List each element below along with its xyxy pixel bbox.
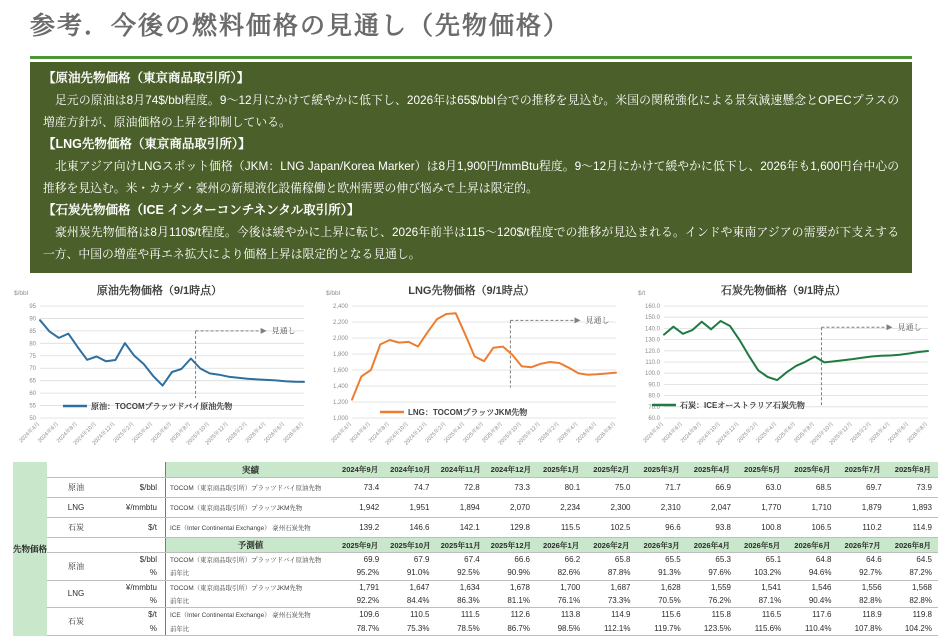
chart-coal: [630, 278, 937, 460]
x-tick-label: 2024年4月: [642, 421, 666, 445]
value-cell: 139.2: [359, 523, 380, 532]
x-tick-label: 2025年2月: [736, 421, 760, 445]
table-subrows: [105, 478, 938, 497]
month-header-cell: 2024年9月: [335, 462, 385, 477]
x-tick-label: 2024年10月: [696, 421, 722, 447]
futures-price-table: [13, 462, 938, 636]
value-cell: 2,300: [610, 503, 631, 512]
table-section-header-row: [47, 538, 938, 553]
series-desc-cell: ICE（Inter Continental Exchange） 豪州石炭先物: [165, 518, 335, 537]
value-cell: 1,894: [459, 503, 480, 512]
value-cell: 1,942: [359, 503, 380, 512]
legend-label: 原油：TOCOMプラッツドバイ原油先物: [91, 401, 233, 411]
x-tick-label: 2026年6月: [575, 421, 599, 445]
value-cell: 66.6: [514, 555, 530, 565]
value-cell: 66.2: [564, 555, 581, 565]
value-cell: 1,568: [911, 582, 932, 592]
x-tick-label: 2024年8月: [55, 421, 80, 445]
value-cell: 73.4: [363, 483, 380, 492]
value-cell: 1,893: [911, 503, 932, 512]
value-cell: 103.2%: [754, 568, 782, 578]
table-subrow: [105, 608, 938, 621]
value-cell: 2,070: [509, 503, 530, 512]
line-chart-svg: [6, 298, 313, 460]
value-cell: 111.5: [460, 610, 480, 620]
value-cell: 87.8%: [607, 568, 631, 578]
table-subrow: [105, 581, 938, 594]
spacer-cell: [105, 462, 165, 477]
table-subrows: [105, 608, 938, 635]
y-tick-label: 140.0: [644, 326, 660, 333]
x-tick-label: 2025年6月: [150, 421, 174, 445]
month-header-cell: 2025年6月: [787, 462, 837, 477]
fuel-name-cell: 石炭: [68, 616, 84, 626]
x-tick-label: 2024年12月: [715, 421, 741, 447]
y-tick-label: 120.0: [644, 348, 660, 355]
value-cell: 1,687: [610, 582, 631, 592]
value-cell: 82.6%: [557, 568, 581, 578]
month-header-cell: 2024年10月: [385, 462, 435, 477]
value-cell: 1,541: [761, 582, 782, 592]
month-header-cell: 2025年12月: [486, 538, 536, 552]
value-cell: 71.7: [665, 483, 681, 492]
fuel-name-cell: 石炭: [68, 523, 84, 532]
value-cell: 2,234: [560, 503, 581, 512]
y-tick-label: 90.0: [648, 382, 660, 389]
y-tick-label: 1,600: [332, 368, 348, 374]
value-cell: 67.4: [464, 555, 480, 565]
value-cell: 87.2%: [909, 568, 932, 578]
x-tick-label: 2026年8月: [594, 421, 618, 445]
table-row: [47, 478, 938, 498]
fuel-name-cell: 原油: [68, 561, 84, 571]
value-cell: 90.9%: [507, 568, 530, 578]
value-cell: 119.8: [912, 610, 932, 620]
value-cell: 70.5%: [658, 596, 681, 606]
value-cell: 115.6: [661, 610, 681, 620]
y-tick-label: 130.0: [644, 337, 660, 344]
x-tick-label: 2024年12月: [91, 421, 117, 447]
value-cell: 73.3%: [607, 596, 631, 606]
value-cell: 65.8: [614, 555, 631, 565]
value-cell: 110.5: [410, 610, 430, 620]
y-tick-label: 150.0: [644, 315, 660, 322]
unit-cell: $/bbl: [139, 555, 157, 565]
x-tick-label: 2024年6月: [349, 421, 373, 445]
value-cell: 129.8: [509, 523, 530, 532]
value-cell: 110.4%: [804, 623, 832, 633]
x-tick-label: 2026年2月: [225, 421, 249, 445]
value-cell: 82.8%: [909, 596, 932, 606]
month-header-cell: 2025年7月: [838, 462, 888, 477]
unit-cell: ¥/mmbtu: [125, 503, 157, 512]
value-cell: 106.5: [811, 523, 832, 532]
infobox-heading: 【LNG先物価格（東京商品取引所）】: [43, 137, 251, 151]
infobox-heading: 【原油先物価格（東京商品取引所）】: [43, 71, 250, 85]
x-tick-label: 2025年12月: [204, 421, 230, 447]
value-cell: 63.0: [765, 483, 782, 492]
x-tick-label: 2026年8月: [282, 421, 306, 445]
value-cell: 64.5: [916, 555, 932, 565]
value-cell: 87.1%: [758, 596, 782, 606]
page-title: 参考．今後の燃料価格の見通し（先物価格）: [30, 12, 571, 40]
spacer-cell: [47, 462, 105, 477]
month-header-cell: 2025年1月: [536, 462, 586, 477]
forecast-label: 見通し: [271, 326, 296, 336]
value-cell: 92.7%: [859, 568, 882, 578]
y-tick-label: 95: [29, 304, 36, 310]
value-cell: 116.5: [761, 610, 782, 620]
y-axis-unit-label: $/t: [638, 290, 646, 297]
unit-cell: $/t: [148, 610, 157, 620]
y-tick-label: 75: [29, 353, 36, 360]
value-cell: 115.8: [711, 610, 731, 620]
title-underline: [30, 56, 912, 59]
table-main: [47, 462, 938, 636]
value-cell: 93.8: [715, 523, 731, 532]
table-subrow: [105, 566, 938, 579]
y-tick-label: 80.0: [648, 393, 660, 400]
x-tick-label: 2025年10月: [497, 421, 524, 447]
value-cell: 104.2%: [904, 623, 932, 633]
y-tick-label: 1,000: [332, 416, 348, 422]
y-tick-label: 65: [29, 378, 36, 385]
value-cell: 64.6: [866, 555, 882, 565]
value-cell: 65.3: [715, 555, 731, 565]
value-cell: 82.8%: [859, 596, 882, 606]
fuel-outlook-infobox: [30, 62, 912, 273]
infobox-body: 北東アジア向けLNGスポット価格（JKM：LNG Japan/Korea Marker）は8月1,900円/mmBtu程度。9～12月にかけて緩やかに低下し、2026年も1,600円台中心の推移を見込む。米・カナダ・豪州の新規液化設備稼働と欧州需要の伸び悩みで上昇は限定的。: [43, 159, 899, 195]
x-tick-label: 2024年4月: [18, 421, 42, 445]
y-axis-unit-label: $/bbl: [326, 290, 341, 297]
unit-cell: %: [149, 623, 157, 633]
y-tick-label: 50: [29, 416, 36, 422]
month-header-cell: 2024年11月: [436, 462, 486, 477]
y-tick-label: 110.0: [645, 360, 660, 366]
value-cell: 112.1%: [603, 623, 631, 633]
fuel-name-cell: LNG: [67, 503, 85, 512]
y-tick-label: 90: [29, 316, 36, 323]
chart-title: 石炭先物価格（9/1時点）: [720, 285, 847, 297]
y-tick-label: 160.0: [644, 304, 660, 310]
value-cell: 1,700: [560, 582, 581, 592]
x-tick-label: 2024年6月: [37, 421, 61, 445]
value-cell: 113.8: [560, 610, 581, 620]
value-cell: 1,710: [811, 503, 832, 512]
series-desc-cell: 前年比: [165, 621, 335, 634]
value-cell: 76.2%: [708, 596, 731, 606]
value-cell: 107.8%: [854, 623, 882, 633]
x-tick-label: 2025年4月: [755, 421, 779, 445]
value-cell: 69.9: [363, 555, 380, 565]
y-tick-label: 55: [29, 403, 36, 410]
month-header-cell: 2026年6月: [787, 538, 837, 552]
forecast-label: 見通し: [897, 322, 922, 332]
legend-label: LNG：TOCOMプラッツJKM先物: [408, 407, 528, 417]
value-cell: 1,559: [710, 582, 731, 592]
table-subrow: [105, 594, 938, 607]
unit-cell: $/t: [148, 523, 157, 532]
y-tick-label: 1,200: [332, 400, 348, 406]
value-cell: 94.6%: [808, 568, 832, 578]
y-tick-label: 2,200: [332, 320, 348, 326]
month-header-cell: 2026年4月: [687, 538, 737, 552]
x-tick-label: 2025年2月: [112, 421, 136, 445]
table-section-header-row: [47, 462, 938, 478]
x-tick-label: 2026年6月: [887, 421, 911, 445]
table-row: [47, 608, 938, 636]
month-header-cell: 2026年2月: [586, 538, 636, 552]
table-subrow: [105, 621, 938, 634]
month-header-cell: 2025年11月: [436, 538, 486, 552]
month-header-cell: 2025年3月: [637, 462, 687, 477]
x-tick-label: 2026年2月: [849, 421, 873, 445]
x-tick-label: 2024年4月: [330, 421, 354, 445]
table-row: [47, 518, 938, 538]
value-cell: 97.6%: [708, 568, 731, 578]
value-cell: 146.6: [409, 523, 430, 532]
value-cell: 78.7%: [356, 623, 380, 633]
value-cell: 115.6%: [754, 623, 782, 633]
x-tick-label: 2025年10月: [185, 421, 212, 447]
value-cell: 91.0%: [406, 568, 430, 578]
value-cell: 65.5: [665, 555, 681, 565]
y-tick-label: 70.0: [648, 404, 660, 411]
x-tick-label: 2026年6月: [263, 421, 287, 445]
x-tick-label: 2025年12月: [516, 421, 542, 447]
value-cell: 72.8: [464, 483, 480, 492]
spacer-cell: [47, 538, 105, 552]
value-cell: 98.5%: [557, 623, 581, 633]
table-subrows: [105, 518, 938, 537]
chart-title: LNG先物価格（9/1時点）: [408, 285, 535, 297]
value-cell: 73.9: [916, 483, 932, 492]
value-cell: 119.7%: [654, 623, 681, 633]
infobox-heading: 【石炭先物価格（ICE インターコンチネンタル取引所）】: [43, 203, 360, 217]
table-subrows: [105, 581, 938, 608]
unit-cell: %: [149, 568, 157, 578]
value-cell: 1,791: [359, 582, 380, 592]
value-cell: 90.4%: [808, 596, 832, 606]
month-header-cell: 2025年8月: [888, 462, 938, 477]
table-left-label: 先物価格: [13, 462, 47, 636]
x-tick-label: 2026年2月: [537, 421, 561, 445]
value-cell: 80.1: [564, 483, 581, 492]
unit-cell: $/bbl: [139, 483, 157, 492]
value-cell: 86.3%: [457, 596, 480, 606]
y-axis-unit-label: $/bbl: [14, 290, 29, 297]
x-tick-label: 2024年6月: [661, 421, 685, 445]
y-tick-label: 2,000: [332, 336, 348, 342]
x-tick-label: 2026年4月: [244, 421, 268, 445]
y-tick-label: 60.0: [648, 416, 660, 422]
value-cell: 1,770: [761, 503, 782, 512]
y-tick-label: 2,400: [332, 304, 348, 310]
month-header-cell: 2025年10月: [385, 538, 435, 552]
month-header-cell: 2024年12月: [486, 462, 536, 477]
value-cell: 69.7: [866, 483, 882, 492]
value-cell: 114.9: [611, 610, 631, 620]
y-tick-label: 1,400: [332, 384, 348, 390]
y-tick-label: 60: [29, 391, 36, 398]
month-header-cell: 2025年4月: [687, 462, 737, 477]
series-desc-cell: ICE（Inter Continental Exchange） 豪州石炭先物: [165, 608, 335, 621]
fuel-name-cell: LNG: [67, 589, 85, 599]
value-cell: 96.6: [665, 523, 681, 532]
value-cell: 86.7%: [507, 623, 530, 633]
value-cell: 102.5: [610, 523, 631, 532]
series-desc-cell: TOCOM（東京商品取引所）プラッツJKM先物: [165, 581, 335, 594]
value-cell: 112.6: [510, 610, 530, 620]
line-chart-svg: [630, 298, 937, 460]
value-cell: 110.2: [862, 523, 882, 532]
value-cell: 117.6: [812, 610, 832, 620]
value-cell: 1,647: [409, 582, 430, 592]
table-subrow: [105, 478, 938, 497]
section-header-cell: 実績: [165, 462, 335, 477]
x-tick-label: 2025年8月: [793, 421, 817, 445]
x-tick-label: 2025年8月: [481, 421, 505, 445]
x-tick-label: 2025年2月: [424, 421, 448, 445]
x-tick-label: 2024年10月: [72, 421, 98, 447]
x-tick-label: 2025年8月: [169, 421, 193, 445]
infobox-body: 豪州炭先物価格は8月110$/t程度。今後は緩やかに上昇に転じ、2026年前半は115～120$/t程度での推移が見込まれる。インドや東南アジアの需要が下支えする一方、中国の増産や再エネ拡大により価格上昇は限定的となる見通し。: [43, 225, 899, 261]
series-desc-cell: TOCOM（東京商品取引所）プラッツドバイ原油先物: [165, 478, 335, 497]
value-cell: 1,951: [409, 503, 430, 512]
month-header-cell: 2026年8月: [888, 538, 938, 552]
month-header-cell: 2026年5月: [737, 538, 787, 552]
value-cell: 92.5%: [457, 568, 480, 578]
value-cell: 1,879: [861, 503, 882, 512]
table-subrow: [105, 498, 938, 517]
month-header-cell: 2025年2月: [586, 462, 636, 477]
value-cell: 118.9: [862, 610, 882, 620]
fuel-name-cell: 原油: [68, 483, 84, 492]
y-tick-label: 70: [29, 366, 36, 373]
month-header-cell: 2026年3月: [637, 538, 687, 552]
table-subrow: [105, 518, 938, 537]
month-header-cell: 2025年9月: [335, 538, 385, 552]
chart-title: 原油先物価格（9/1時点）: [96, 285, 223, 297]
value-cell: 123.5%: [703, 623, 731, 633]
unit-cell: %: [149, 596, 157, 606]
month-header-cell: 2025年5月: [737, 462, 787, 477]
x-tick-label: 2024年12月: [403, 421, 429, 447]
forecast-arrow-head: [887, 324, 893, 330]
month-header-cell: 2026年1月: [536, 538, 586, 552]
value-cell: 2,310: [660, 503, 681, 512]
y-tick-label: 1,800: [332, 352, 348, 358]
x-tick-label: 2024年8月: [679, 421, 704, 445]
value-cell: 109.6: [359, 610, 380, 620]
value-cell: 1,678: [509, 582, 530, 592]
table-subrow: [105, 553, 938, 566]
value-cell: 64.8: [815, 555, 832, 565]
x-tick-label: 2025年12月: [828, 421, 854, 447]
x-tick-label: 2024年8月: [367, 421, 392, 445]
value-cell: 1,634: [459, 582, 480, 592]
infobox-body: 足元の原油は8月74$/bbl程度。9～12月にかけて緩やかに低下し、2026年は65$/bbl台での推移を見込む。米国の関税強化による景気減速懸念とOPECプラスの増産方針が、原油価格の上昇を抑制している。: [43, 93, 899, 129]
x-tick-label: 2025年4月: [131, 421, 155, 445]
spacer-cell: [105, 538, 165, 552]
value-cell: 67.9: [413, 555, 430, 565]
chart-lng: [318, 278, 625, 460]
x-tick-label: 2026年8月: [906, 421, 930, 445]
table-subrows: [105, 553, 938, 580]
value-cell: 114.9: [912, 523, 932, 532]
series-desc-cell: TOCOM（東京商品取引所）プラッツJKM先物: [165, 498, 335, 517]
value-cell: 75.0: [614, 483, 631, 492]
value-cell: 75.3%: [406, 623, 430, 633]
series-desc-cell: TOCOM（東京商品取引所）プラッツドバイ原油先物: [165, 553, 335, 566]
value-cell: 78.5%: [457, 623, 480, 633]
x-tick-label: 2025年6月: [462, 421, 486, 445]
month-header-cell: 2026年7月: [838, 538, 888, 552]
value-cell: 1,546: [811, 582, 832, 592]
forecast-arrow-head: [261, 328, 267, 334]
x-tick-label: 2025年4月: [443, 421, 467, 445]
chart-crude-oil: [6, 278, 313, 460]
y-tick-label: 80: [29, 341, 36, 348]
value-cell: 74.7: [413, 483, 430, 492]
value-cell: 66.9: [715, 483, 731, 492]
value-cell: 142.1: [459, 523, 480, 532]
line-chart-svg: [318, 298, 625, 460]
x-tick-label: 2026年4月: [868, 421, 892, 445]
forecast-arrow-head: [575, 317, 581, 323]
value-cell: 91.3%: [658, 568, 681, 578]
value-cell: 84.4%: [406, 596, 430, 606]
section-header-cell: 予測値: [165, 538, 335, 552]
value-cell: 100.8: [761, 523, 782, 532]
value-cell: 76.1%: [557, 596, 581, 606]
series-desc-cell: 前年比: [165, 594, 335, 607]
y-tick-label: 85: [29, 328, 36, 335]
series-desc-cell: 前年比: [165, 566, 335, 579]
value-cell: 73.3: [514, 483, 530, 492]
unit-cell: ¥/mmbtu: [125, 582, 157, 592]
value-cell: 115.5: [560, 523, 581, 532]
value-cell: 92.2%: [356, 596, 380, 606]
x-tick-label: 2026年4月: [556, 421, 580, 445]
legend-label: 石炭：ICEオーストラリア石炭先物: [680, 400, 805, 410]
value-cell: 68.5: [815, 483, 832, 492]
table-row: [47, 581, 938, 609]
value-cell: 1,628: [660, 582, 681, 592]
value-cell: 95.2%: [356, 568, 380, 578]
forecast-label: 見通し: [585, 316, 610, 325]
table-row: [47, 553, 938, 581]
value-cell: 2,047: [710, 503, 731, 512]
value-cell: 81.1%: [507, 596, 530, 606]
x-tick-label: 2025年6月: [774, 421, 798, 445]
x-tick-label: 2025年10月: [809, 421, 836, 447]
value-cell: 1,556: [861, 582, 882, 592]
value-cell: 65.1: [765, 555, 782, 565]
table-subrows: [105, 498, 938, 517]
y-tick-label: 100.0: [644, 371, 660, 378]
x-tick-label: 2024年10月: [384, 421, 410, 447]
table-row: [47, 498, 938, 518]
price-series-line: [352, 313, 616, 399]
